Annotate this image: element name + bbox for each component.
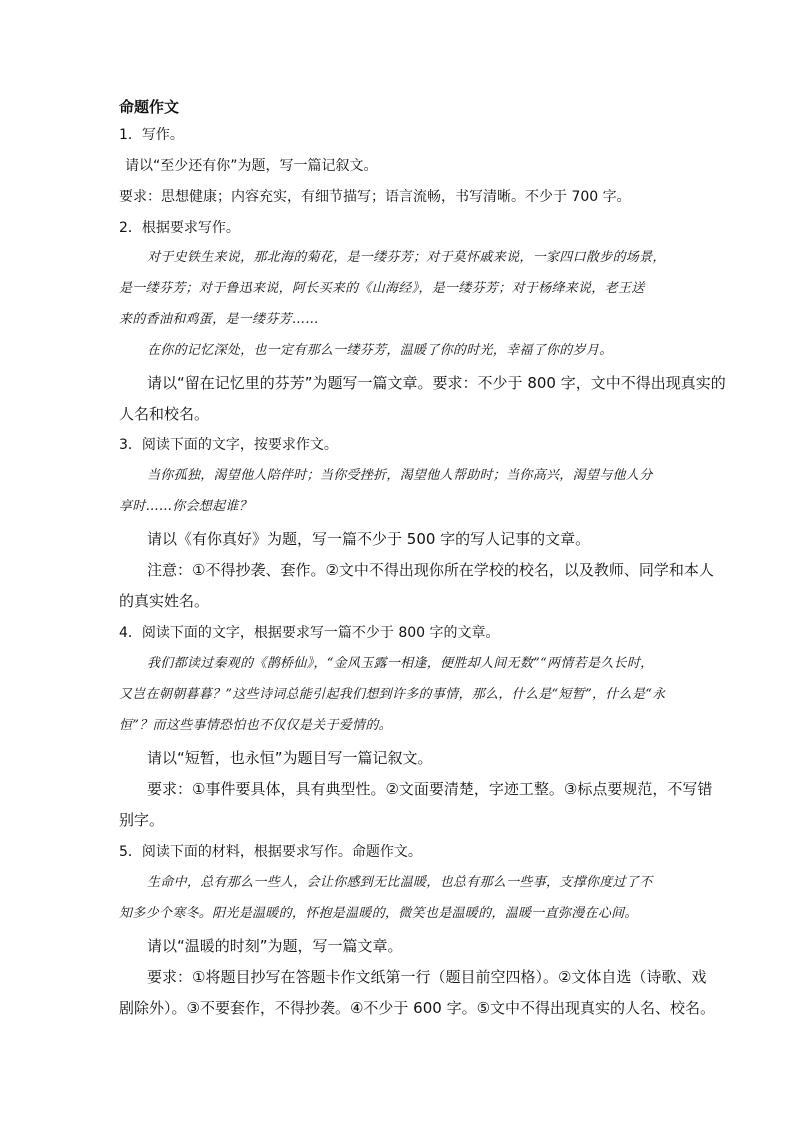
q3-material-line: 当你孤独，渴望他人陪伴时；当你受挫折，渴望他人帮助时；当你高兴，渴望与他人分 [147, 468, 653, 483]
q1-prompt: 请以“至少还有你”为题，写一篇记叙文。 [125, 158, 378, 174]
q5-requirement: 剧除外）。③不要套作，不得抄袭。④不少于 600 字。⑤文中不得出现真实的人名、校名。 [119, 999, 716, 1017]
heading: 命题作文 [119, 98, 180, 116]
q4-material-line: 又岂在朝朝暮暮？”这些诗词总能引起我们想到许多的事情，那么，什么是“短暂”，什么是“永 [119, 687, 666, 702]
q4-material-line: 我们都读过秦观的《鹊桥仙》，“金风玉露一相逢，便胜却人间无数”“两情若是久长时， [147, 656, 654, 671]
q3-material-line: 享时……你会想起谁？ [119, 499, 252, 514]
q4-title: 4．阅读下面的文字，根据要求写一篇不少于 800 字的文章。 [119, 625, 500, 641]
q3-note: 注意：①不得抄袭、套作。②文中不得出现你所在学校的校名，以及教师、同学和本人 [147, 561, 714, 579]
q2-material-line: 来的香油和鸡蛋，是一缕芬芳…… [119, 312, 319, 327]
q2-title: 2．根据要求写作。 [119, 220, 240, 236]
q5-material-line: 生命中，总有那么一些人，会让你感到无比温暖，也总有那么一些事，支撑你度过了不 [147, 875, 653, 890]
q3-title: 3．阅读下面的文字，按要求作文。 [119, 437, 338, 453]
q4-prompt: 请以“短暂，也永恒”为题目写一篇记叙文。 [147, 749, 433, 767]
q1-title: 1．写作。 [119, 127, 184, 143]
q2-material-line: 在你的记忆深处，也一定有那么一缕芬芳，温暖了你的时光，幸福了你的岁月。 [147, 343, 613, 358]
q3-prompt: 请以《有你真好》为题，写一篇不少于 500 字的写人记事的文章。 [147, 530, 591, 548]
q4-requirement: 别字。 [119, 811, 165, 829]
q3-note: 的真实姓名。 [119, 592, 210, 610]
q4-requirement: 要求：①事件要具体，具有典型性。②文面要清楚，字迹工整。③标点要规范，不写错 [147, 780, 713, 798]
q2-prompt: 人名和校名。 [119, 405, 210, 423]
q4-material-line: 恒”？而这些事情恐怕也不仅仅是关于爱情的。 [119, 718, 392, 733]
q5-requirement: 要求：①将题目抄写在答题卡作文纸第一行（题目前空四格）。②文体自选（诗歌、戏 [147, 968, 707, 986]
q2-prompt: 请以“留在记忆里的芬芳”为题写一篇文章。要求：不少于 800 字，文中不得出现真实的 [147, 374, 726, 392]
q2-material-line: 对于史铁生来说，那北海的菊花，是一缕芬芳；对于莫怀戚来说，一家四口散步的场景， [147, 250, 666, 265]
q1-requirement: 要求：思想健康；内容充实，有细节描写；语言流畅，书写清晰。不少于 700 字。 [119, 189, 631, 205]
q5-prompt: 请以“温暖的时刻”为题，写一篇文章。 [147, 937, 403, 955]
q5-title: 5．阅读下面的材料，根据要求写作。命题作文。 [119, 844, 422, 860]
q5-material-line: 知多少个寒冬。阳光是温暖的，怀抱是温暖的，微笑也是温暖的，温暖一直弥漫在心间。 [119, 906, 638, 921]
q2-material-line: 是一缕芬芳；对于鲁迅来说，阿长买来的《山海经》，是一缕芬芳；对于杨绛来说，老王送 [119, 281, 645, 296]
